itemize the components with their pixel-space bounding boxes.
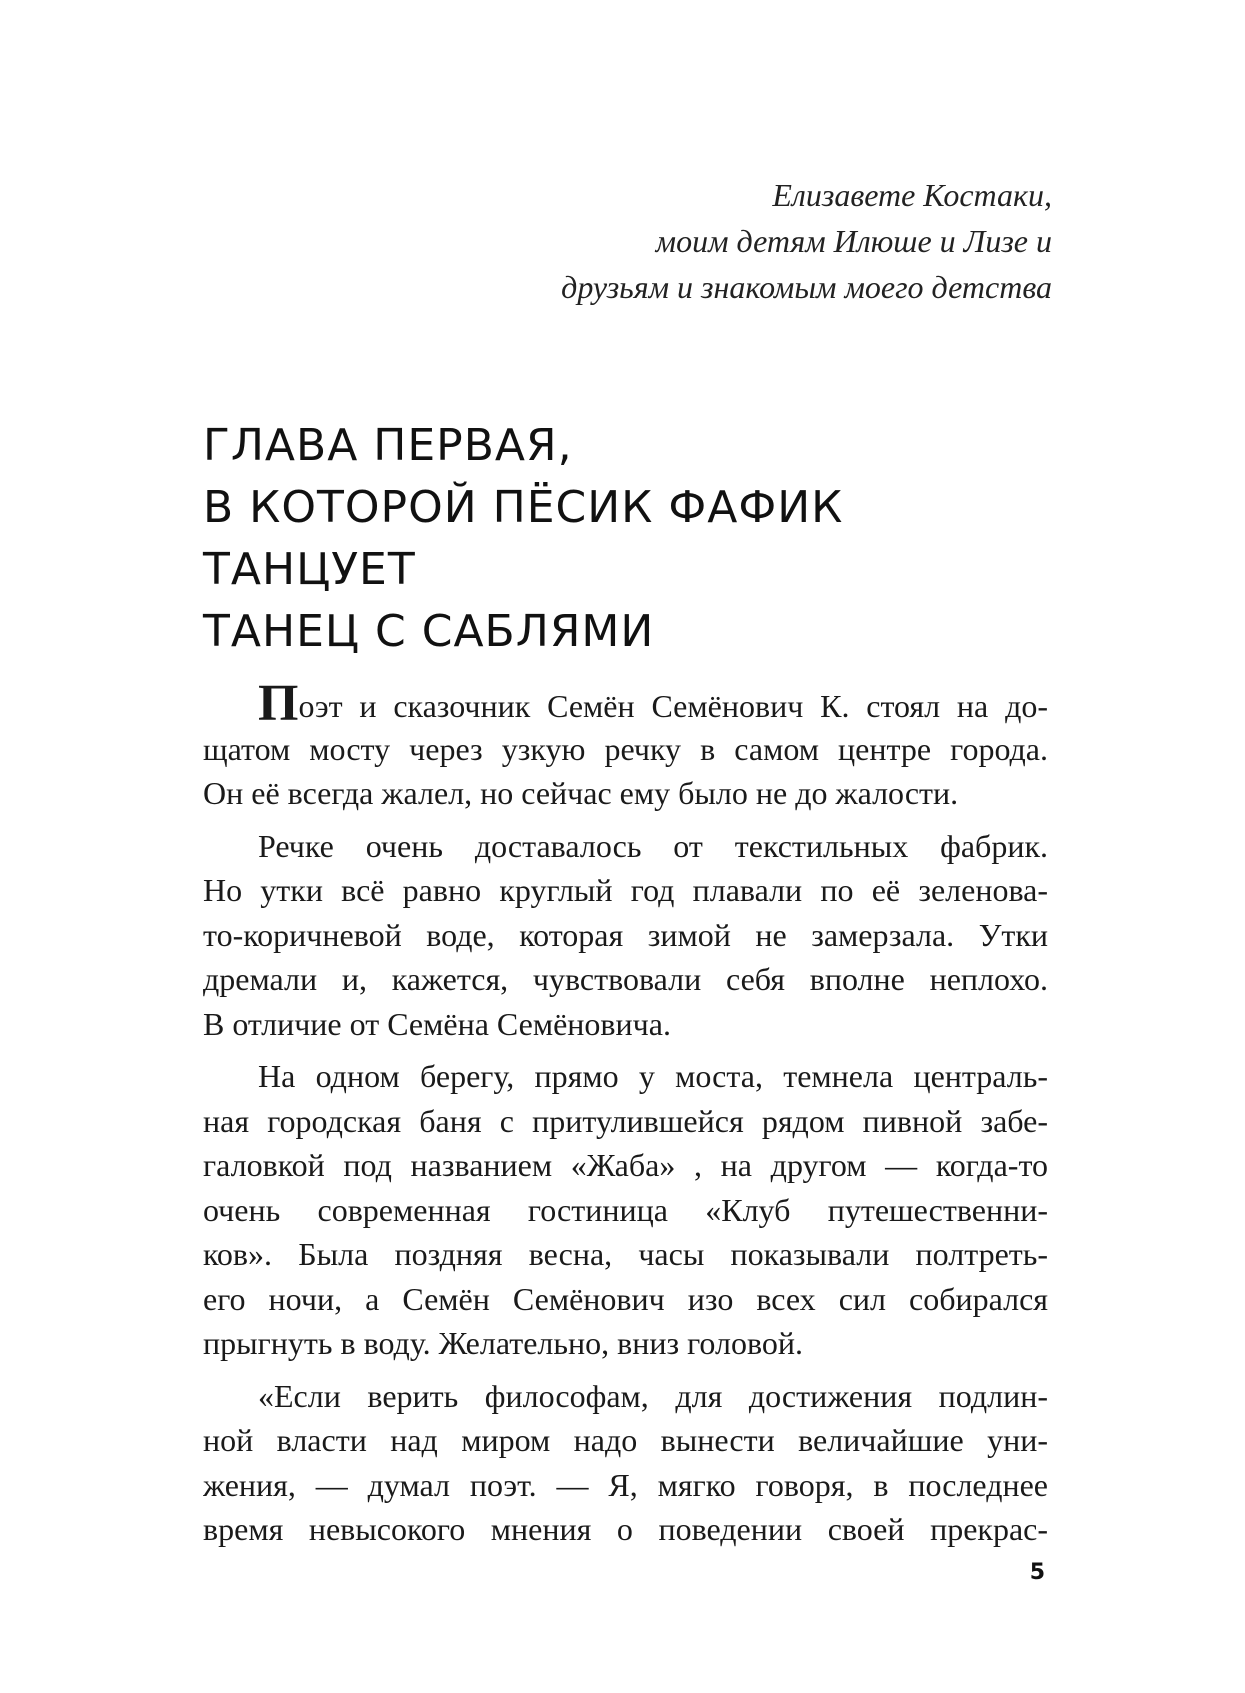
text-line [203,682,1048,727]
dedication-line: друзьям и знакомым моего детства [561,269,1052,305]
dedication-line: моим детям Илюше и Лизе и [655,223,1052,259]
chapter-title [203,415,1063,663]
text-line: очень современная гостиница «Клуб путешественни- [203,1191,1048,1228]
text-line: ной власти над миром надо вынести величайшие уни- [203,1422,1048,1458]
text-line: Он её всегда жалел, но сейчас ему было не до жалости. [203,775,959,811]
chapter-title-line: ТАНЕЦ С САБЛЯМИ [203,606,655,657]
text-line: дремали и, кажется, чувствовали себя вполне неплохо. [203,961,1048,997]
text-line: щатом мосту через узкую речку в самом центре города. [203,730,1048,767]
chapter-body [203,682,1048,1560]
page-number: 5 [1029,1560,1045,1585]
text-line: ная городская баня с притулившейся рядом пивной забе- [203,1102,1048,1139]
text-line: галовкой под названием «Жаба» , на другом — когда-то [203,1147,1048,1183]
paragraph [203,682,1048,816]
paragraph [203,1054,1048,1366]
text-line: жения, — думал поэт. — Я, мягко говоря, в последнее [203,1466,1048,1503]
chapter-title-line: В КОТОРОЙ ПЁСИК ФАФИК ТАНЦУЕТ [203,482,844,595]
dedication-line: Елизавете Костаки, [772,177,1052,213]
paragraph [203,1374,1048,1552]
dedication [561,172,1052,310]
text-line: «Если верить философам, для достижения подлин- [258,1377,1048,1414]
chapter-title-line: ГЛАВА ПЕРВАЯ, [203,420,573,471]
text-line: то-коричневой воде, которая зимой не замерзала. Утки [203,916,1048,953]
text-line: ков». Была поздняя весна, часы показывали полтреть- [203,1236,1048,1272]
text-line: В отличие от Семёна Семёновича. [203,1005,671,1042]
text-line: На одном берегу, прямо у моста, темнела централь- [258,1058,1048,1094]
text-line: Речке очень доставалось от текстильных фабрик. [258,827,1048,864]
text-line: его ночи, а Семён Семёнович изо всех сил собирался [203,1280,1048,1317]
drop-cap: П [258,682,299,727]
text-line: прыгнуть в воду. Желательно, вниз головой. [203,1325,803,1361]
paragraph [203,824,1048,1047]
text-line-content: оэт и сказочник Семён Семёнович К. стоял на до- [298,688,1048,724]
text-line: Но утки всё равно круглый год плавали по её зеленова- [203,872,1048,908]
text-line: время невысокого мнения о поведении своей прекрас- [203,1511,1048,1547]
